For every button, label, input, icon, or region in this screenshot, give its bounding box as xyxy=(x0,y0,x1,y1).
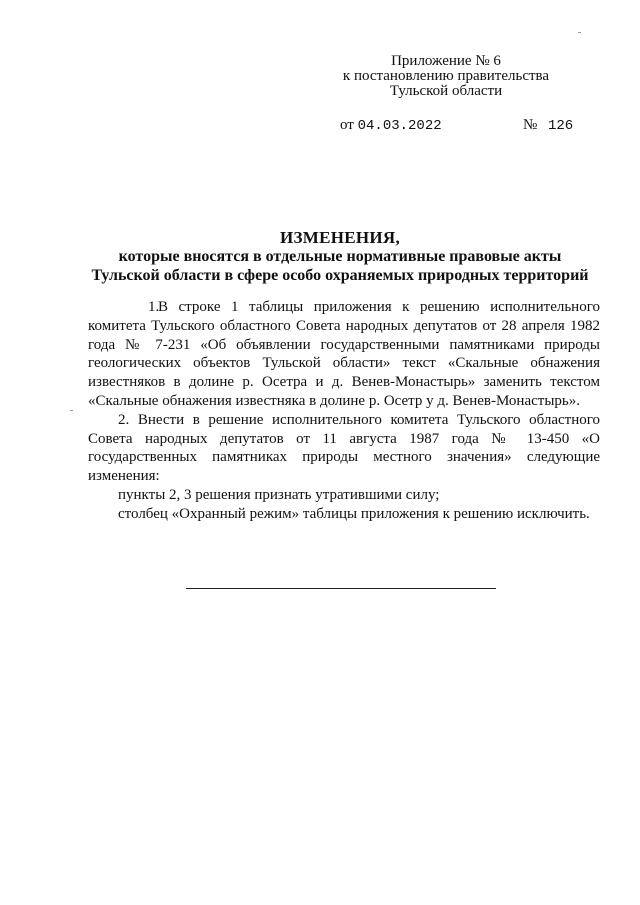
paragraph-1-number: 1. xyxy=(148,299,160,315)
document-subtitle-line-1: которые вносятся в отдельные нормативные правовые акты xyxy=(118,248,562,265)
scan-mark xyxy=(578,32,581,33)
document-title: ИЗМЕНЕНИЯ, xyxy=(279,228,401,247)
appendix-line-2: к постановлению правительства xyxy=(342,68,550,84)
appendix-line-1: Приложение № 6 xyxy=(391,53,501,69)
appendix-header xyxy=(330,54,562,99)
scan-mark xyxy=(70,410,73,411)
appendix-line-3: Тульской области xyxy=(389,83,503,99)
registration-date xyxy=(340,117,442,134)
date-prefix: от xyxy=(340,117,354,133)
paragraph-1 xyxy=(88,298,600,411)
document-subtitle-line-2: Тульской области в сфере особо охраняемых природных территорий xyxy=(91,267,589,284)
paragraph-4: столбец «Охранный режим» таблицы приложения к решению исключить. xyxy=(118,505,590,522)
paragraph-3: пункты 2, 3 решения признать утратившими силу; xyxy=(118,486,440,503)
paragraph-2: 2. Внести в решение исполнительного комитета Тульского областного Совета народных депутатов от 11 августа 1987 года № 13-450 «О государственных памятниках природы местного значения» следующие изменения: xyxy=(88,411,600,485)
number-value: 126 xyxy=(548,118,574,134)
date-value: 04.03.2022 xyxy=(357,118,442,134)
number-label: № xyxy=(523,117,538,133)
closing-rule xyxy=(186,588,496,589)
paragraph-1-text: В строке 1 таблицы приложения к решению исполнительного комитета Тульского областного Совета народных депутатов от 28 апреля 1982 года № 7-231 «Об объявлении государственными памятниками природы геологических объектов Тульской области» текст «Скальные обнажения известняков в долине р. Осетра и д. Венев-Монастырь» заменить текстом «Скальные обнажения известняка в долине р. Осетр у д. Венев-Монастырь». xyxy=(88,299,600,409)
document-body xyxy=(88,298,600,524)
